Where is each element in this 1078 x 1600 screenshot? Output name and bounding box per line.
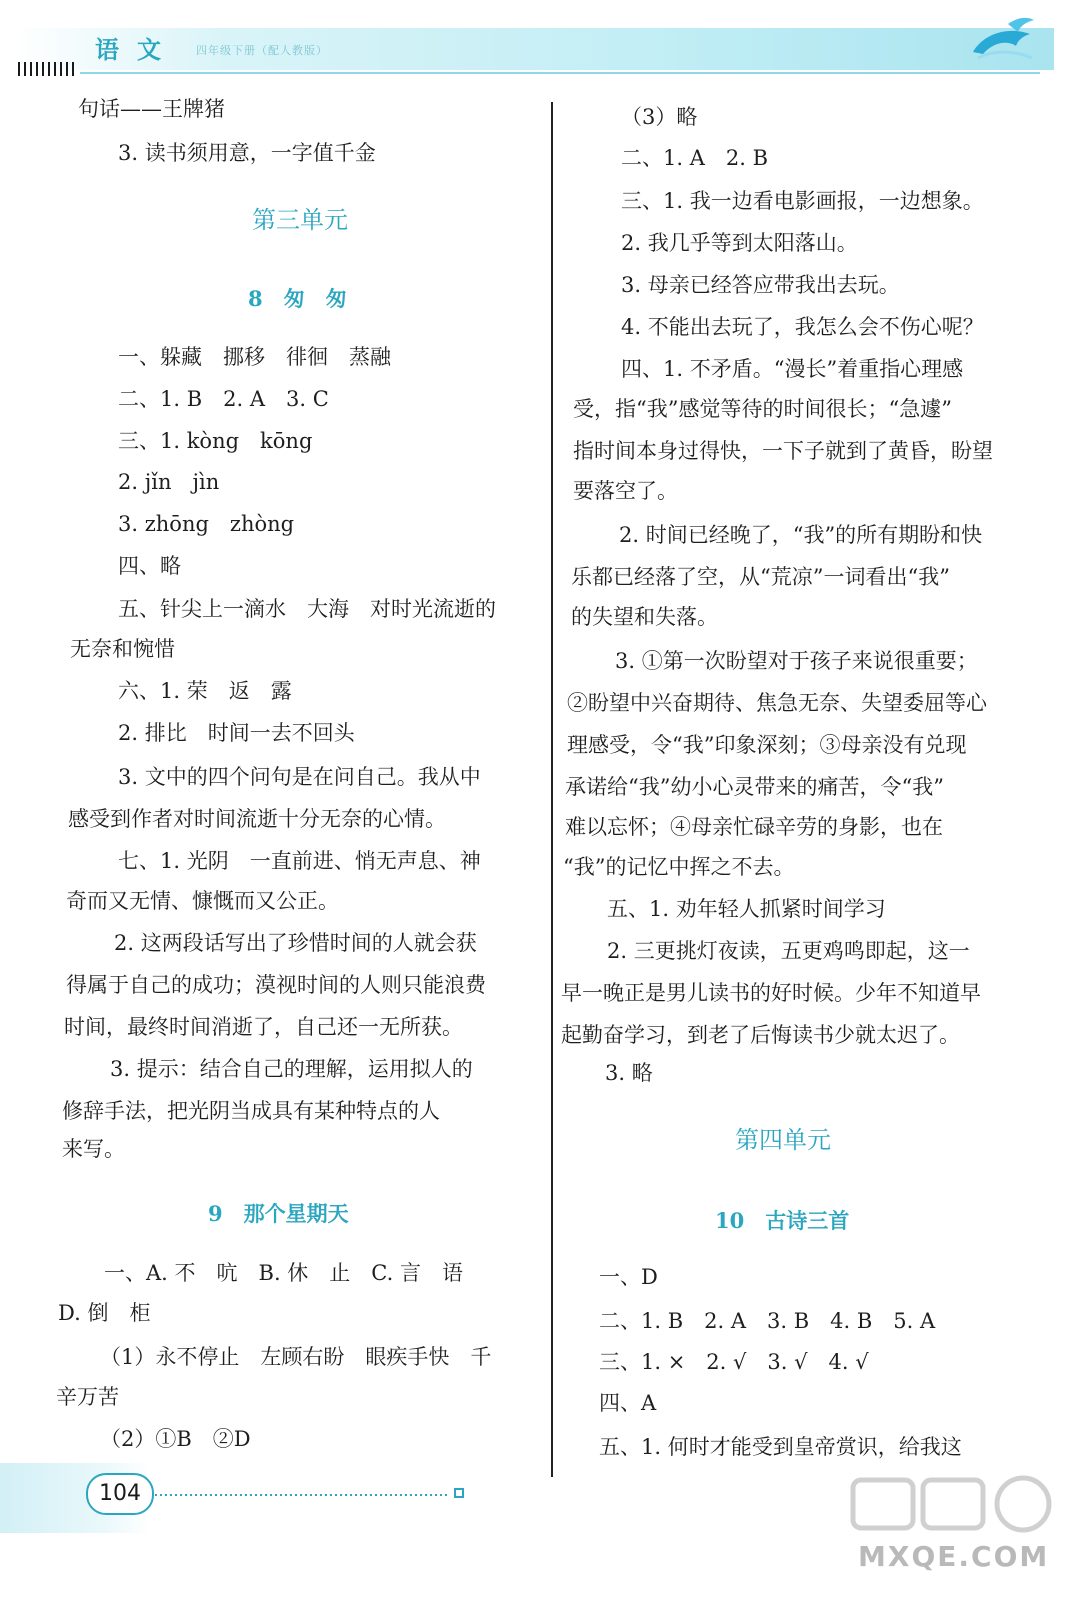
text-line: 三、1. × 2. √ 3. √ 4. √ [599,1350,869,1374]
text-line: 辛万苦 [56,1385,119,1409]
text-line: 2. 时间已经晚了，“我”的所有期盼和快 [619,523,983,547]
text-line: 3. zhōng zhòng [118,512,295,536]
text-line: 起勤奋学习，到老了后悔读书少就太迟了。 [561,1023,960,1047]
text-line: 的失望和失落。 [571,605,718,629]
text-line: 句话——王牌猪 [78,97,225,121]
footer-square-icon [454,1488,464,1498]
text-line: 二、1. B 2. A 3. C [118,387,329,411]
text-line: 指时间本身过得快，一下子就到了黄昏，盼望 [573,439,993,463]
text-line: 得属于自己的成功；漠视时间的人则只能浪费 [66,973,486,997]
text-line: 2. jǐn jìn [118,470,220,494]
text-line: （1）永不停止 左顾右盼 眼疾手快 千 [100,1345,492,1369]
text-line: （2）①B ②D [100,1427,251,1451]
text-line: 七、1. 光阴 一直前进、悄无声息、神 [118,849,481,873]
header-rule [80,72,1040,74]
lesson-heading: 8 匆 匆 [248,286,347,311]
text-line: 3. 文中的四个问句是在问自己。我从中 [118,765,481,789]
text-line: 时间，最终时间消逝了，自己还一无所获。 [64,1015,463,1039]
text-line: 修辞手法，把光阴当成具有某种特点的人 [62,1099,440,1123]
text-line: 奇而又无情、慷慨而又公正。 [66,889,339,913]
text-line: 四、略 [118,554,181,578]
text-line: 2. 排比 时间一去不回头 [118,721,355,745]
text-line: 2. 三更挑灯夜读，五更鸡鸣即起，这一 [607,939,970,963]
header-subtitle: 四年级下册（配人教版） [196,44,328,57]
text-line: 3. ①第一次盼望对于孩子来说很重要； [615,649,978,673]
text-line: 五、1. 何时才能受到皇帝赏识，给我这 [599,1435,962,1459]
text-line: 理感受，令“我”印象深刻；③母亲没有兑现 [567,733,967,757]
text-line: 受，指“我”感觉等待的时间很长；“急遽” [573,397,952,421]
text-line: 4. 不能出去玩了，我怎么会不伤心呢？ [621,315,984,339]
text-line: 3. 母亲已经答应带我出去玩。 [621,273,900,297]
text-line: 早一晚正是男儿读书的好时候。少年不知道早 [561,981,981,1005]
text-line: 一、D [599,1265,658,1289]
text-line: 三、1. 我一边看电影画报，一边想象。 [621,189,984,213]
text-line: 二、1. B 2. A 3. B 4. B 5. A [599,1309,936,1333]
text-line: 五、针尖上一滴水 大海 对时光流逝的 [118,597,496,621]
text-line: 感受到作者对时间流逝十分无奈的心情。 [68,807,446,831]
text-line: 3. 略 [605,1061,653,1085]
text-line: D. 倒 柜 [58,1301,151,1325]
text-line: 一、躲藏 挪移 徘徊 蒸融 [118,345,391,369]
text-line: 一、A. 不 吭 B. 休 止 C. 言 语 [104,1261,463,1285]
unit-heading: 第三单元 [252,206,348,234]
header-tick-marks [18,62,76,76]
page-number: 104 [86,1473,154,1515]
text-line: 承诺给“我”幼小心灵带来的痛苦，令“我” [565,775,944,799]
text-line: 乐都已经落了空，从“荒凉”一词看出“我” [571,565,950,589]
text-line: 要落空了。 [573,479,678,503]
text-line: 难以忘怀；④母亲忙碌辛劳的身影，也在 [565,815,943,839]
text-line: 2. 我几乎等到太阳落山。 [621,231,858,255]
lesson-heading: 9 那个星期天 [208,1201,349,1226]
text-line: 四、A [599,1391,657,1415]
text-line: 三、1. kòng kōng [118,429,313,453]
text-line: 2. 这两段话写出了珍惜时间的人就会获 [114,931,477,955]
unit-heading: 第四单元 [735,1126,831,1154]
text-line: 二、1. A 2. B [621,146,769,170]
text-line: 五、1. 劝年轻人抓紧时间学习 [607,897,886,921]
footer-dotted-rule [155,1494,450,1496]
text-line: 六、1. 荣 返 露 [118,679,292,703]
text-line: 无奈和惋惜 [70,637,175,661]
dolphin-wave-icon [968,14,1038,66]
watermark-text: MXQE.COM [858,1540,1050,1573]
text-line: 3. 提示：结合自己的理解，运用拟人的 [110,1057,473,1081]
text-line: 四、1. 不矛盾。“漫长”着重指心理感 [621,357,964,381]
text-line: 3. 读书须用意，一字值千金 [118,141,376,165]
column-divider [551,102,553,1477]
lesson-heading: 10 古诗三首 [715,1208,850,1233]
text-line: 来写。 [62,1137,125,1161]
text-line: （3）略 [621,105,698,129]
header-subject: 语文 [95,35,179,64]
text-line: ②盼望中兴奋期待、焦急无奈、失望委屈等心 [567,691,987,715]
text-line: “我”的记忆中挥之不去。 [563,855,795,879]
